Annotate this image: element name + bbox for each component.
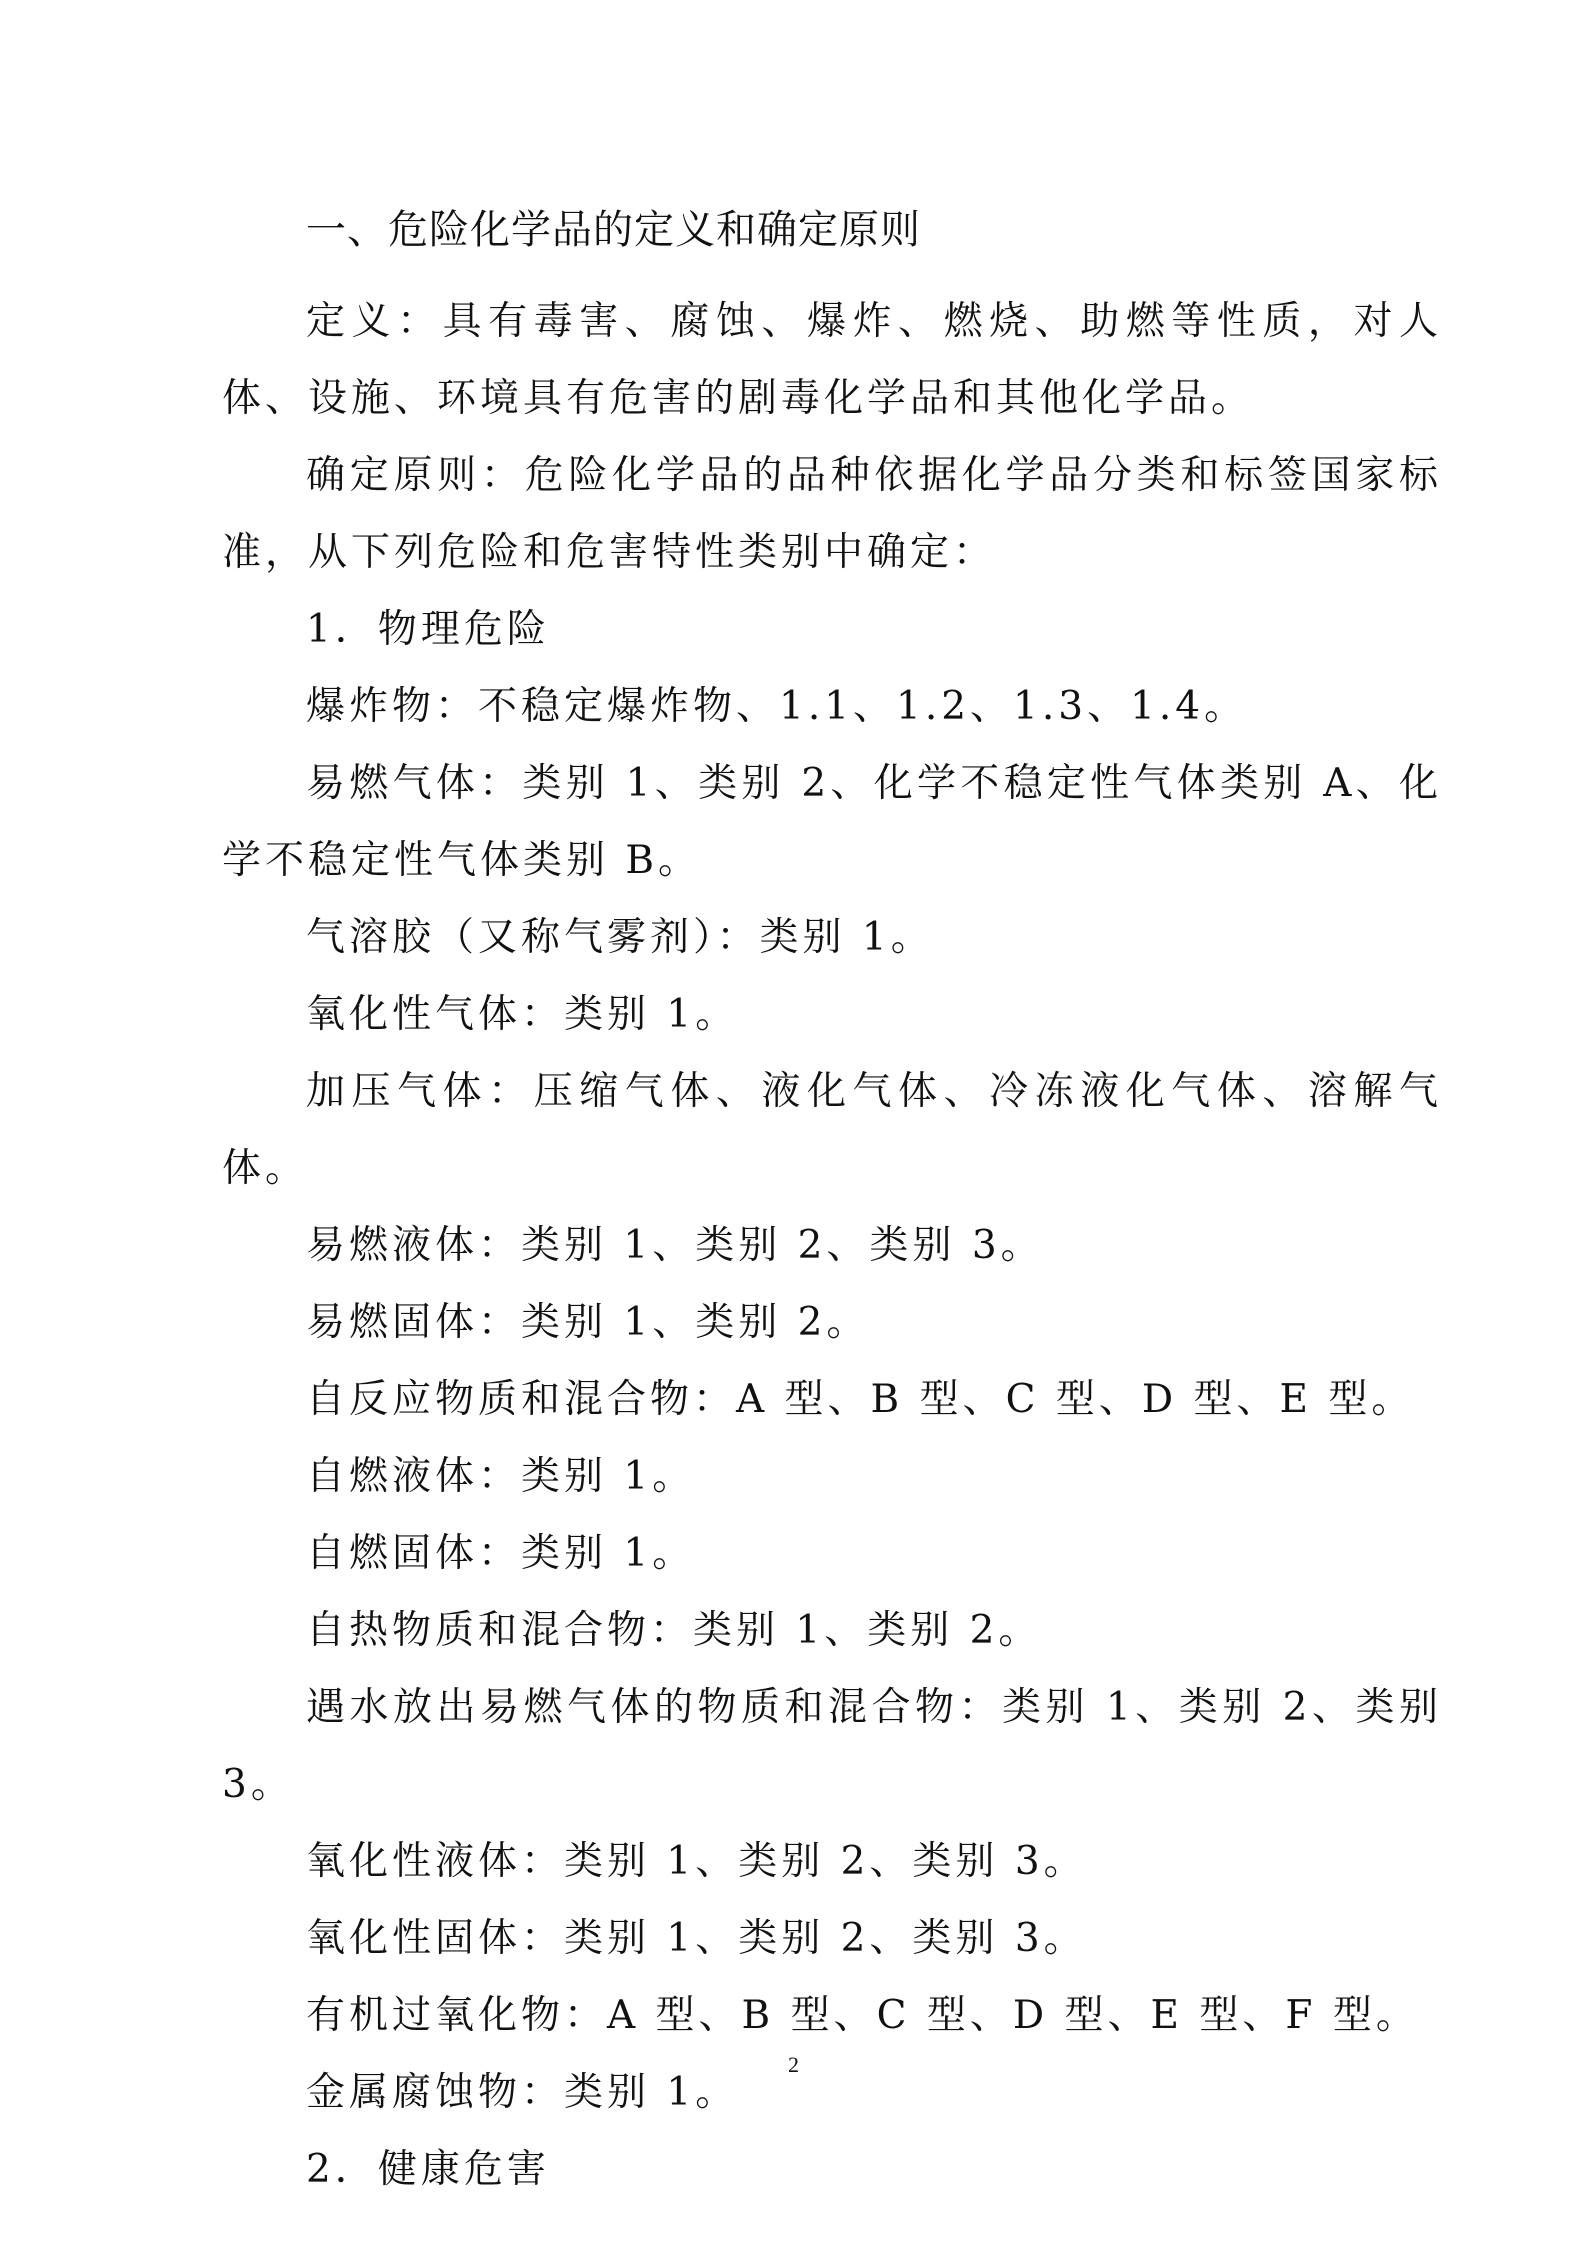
list-item-oxidizing-liquids: 氧化性液体：类别 1、类别 2、类别 3。 [306,1839,1087,1884]
list-item-flammable-liquids: 易燃液体：类别 1、类别 2、类别 3。 [306,1223,1044,1268]
principle-paragraph: 确定原则：危险化学品的品种依据化学品分类和标签国家标准，从下列危险和危害特性类别中确定： [222,453,1442,575]
list-item-water-reactive: 遇水放出易燃气体的物质和混合物：类别 1、类别 2、类别 3。 [222,1685,1442,1807]
list-item-explosives: 爆炸物：不稳定爆炸物、1.1、1.2、1.3、1.4。 [306,684,1248,729]
definition-paragraph: 定义：具有毒害、腐蚀、爆炸、燃烧、助燃等性质，对人体、设施、环境具有危害的剧毒化学品和其他化学品。 [222,299,1442,421]
list-item-self-heating: 自热物质和混合物：类别 1、类别 2。 [306,1608,1042,1653]
list-item-flammable-gases: 易燃气体：类别 1、类别 2、化学不稳定性气体类别 A、化学不稳定性气体类别 B。 [222,761,1442,883]
list-item-oxidizing-solids: 氧化性固体：类别 1、类别 2、类别 3。 [306,1916,1087,1961]
subsection-physical-hazards: 1．物理危险 [306,607,550,652]
list-item-gases-under-pressure: 加压气体：压缩气体、液化气体、冷冻液化气体、溶解气体。 [222,1069,1442,1191]
subsection-health-hazards: 2．健康危害 [306,2147,550,2192]
list-item-pyrophoric-solids: 自燃固体：类别 1。 [306,1531,696,1576]
list-item-self-reactive: 自反应物质和混合物：A 型、B 型、C 型、D 型、E 型。 [306,1377,1415,1422]
list-item-flammable-solids: 易燃固体：类别 1、类别 2。 [306,1300,870,1345]
document-body [222,205,1442,2208]
list-item-aerosols: 气溶胶（又称气雾剂）：类别 1。 [306,915,934,960]
list-item-oxidizing-gases: 氧化性气体：类别 1。 [306,992,739,1037]
list-item-pyrophoric-liquids: 自燃液体：类别 1。 [306,1454,696,1499]
list-item-corrosive-to-metals: 金属腐蚀物：类别 1。 [306,2070,739,2115]
list-item-organic-peroxides: 有机过氧化物：A 型、B 型、C 型、D 型、E 型、F 型。 [306,1993,1419,2038]
page-number: 2 [788,2052,799,2077]
section-heading: 一、危险化学品的定义和确定原则 [306,207,921,253]
